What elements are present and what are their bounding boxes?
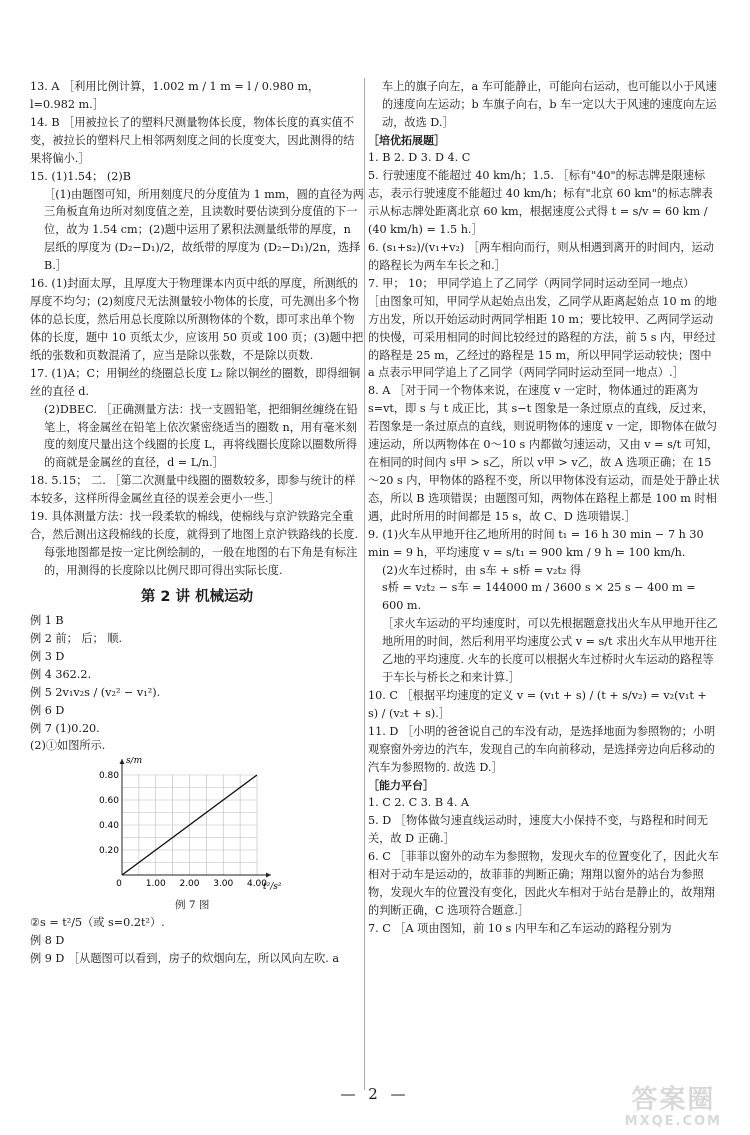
answer-6: 6. (s₁+s₂)/(v₁+v₂) ［两车相向而行，则从相遇到离开的时间内，运动的路程长为两车车长之和.］	[368, 240, 714, 272]
answer-7b: 7. C ［A 项由图知，前 10 s 内甲车和乙车运动的路程分别为	[368, 921, 672, 935]
y-axis-label: s/m	[126, 757, 143, 767]
x-axis-arrow	[266, 873, 271, 878]
y-tick-label: 0.60	[98, 796, 119, 807]
example-9-cont: 车上的旗子向左，a 车可能静止，可能向右运动，也可能以小于风速的速度向左运动；b 车旗子向右，b 车一定以大于风速的速度向左运动，故选 D.］	[382, 80, 717, 129]
answer-16: 16. (1)封面太厚，且厚度大于物理课本内页中纸的厚度，所测纸的厚度不均匀；(2)刻度尺无法测量较小物体的长度，可先测出多个物体的总长度，然后用总长度除以所测物体的个数，即可求出单个物体的长度，题中 10 页纸太少，应该用 50 页或 100 页；(3)题中把纸的张数和页数混淆了，应当是除以张数，不是除以页数.	[30, 277, 364, 362]
example-2: 例 2 前； 后； 顺.	[30, 631, 123, 645]
answer-5: 5. 行驶速度不能超过 40 km/h；1.5. ［标有"40"的标志牌是限速标志，表示行驶速度不能超过 40 km/h；标有"北京 60 km"的标志牌表示从标志牌处距离北京 60 km，根据速度公式得 t = s/v = 60 km / (40 km/h) = 1.5 h.］	[368, 169, 713, 237]
answer-9-explanation: ［求火车运动的平均速度时，可以先根据题意找出火车从甲地开往乙地所用的时间，然后利用平均速度公式 v = s/t 求出火车从甲地开往乙地的平均速度. 火车的长度可以根据火车过桥时火车运动的路程等于车长与桥长之和来计算.］	[382, 617, 718, 685]
section-peiyou: ［培优拓展题］	[368, 133, 445, 147]
example-7-formula: ②s = t²/5（或 s=0.2t²）.	[30, 916, 165, 930]
answer-17-part2: (2)DBEC. ［正确测量方法：找一支圆铅笔，把细铜丝缠绕在铅笔上，将金属丝在铅笔上依次紧密绕适当的圈数 n，用有毫米刻度的刻度尺量出这个线圈的长度 L，再将线圈长度除以圈数所得的商就是金属丝的直径，d = L/n.］	[44, 402, 358, 470]
answer-11: 11. D ［小明的爸爸说自己的车没有动，是选择地面为参照物的；小明观察窗外旁边的汽车，发现自己的车向前移动，是选择旁边向后移动的汽车为参照物的. 故选 D.］	[368, 724, 716, 774]
answer-5b: 5. D ［物体做匀速直线运动时，速度大小保持不变，与路程和时间无关，故 D 正确.］	[368, 814, 709, 846]
example-8: 例 8 D	[30, 934, 65, 948]
answer-15: 15. (1)1.54； (2)B	[30, 169, 131, 183]
y-tick-label: 0.80	[98, 771, 119, 782]
y-tick-label: 0.20	[98, 846, 119, 857]
example-5: 例 5 2v₁v₂s / (v₂² − v₁²).	[30, 685, 161, 699]
watermark-logo	[625, 1086, 722, 1129]
watermark-line2: MXQE.COM	[624, 1113, 722, 1129]
example-1: 例 1 B	[30, 614, 64, 627]
answer-9-1: 9. (1)火车从甲地开往乙地所用的时间 t₁ = 16 h 30 min − 7 h 30 min = 9 h，平均速度 v = s/t₁ = 900 km / 9 h = 100 km/h.	[368, 527, 704, 559]
watermark-line1: 答案圈	[631, 1085, 716, 1116]
answer-8: 8. A ［对于同一个物体来说，在速度 v 一定时，物体通过的距离为 s=vt，即 s 与 t 成正比，其 s−t 图象是一条过原点的直线，反过来，若图象是一条过原点的直线，则说明物体的速度 v 一定，即物体在做匀速运动，所以两物体在 0～10 s 内都做匀速运动，又由 v = s/t 可知，在相同的时间内 s甲 > s乙，所以 v甲 > v乙，故 A 选项正确；在 15～20 s 内，甲物体的路程不变，所以甲物体没有运动，而是处于静止状态，所以 B 选项错误；由题图可知，两物体在路程上都是 100 m 时相遇，此时所用的时间都是 15 s，故 C、D 选项错误.］	[368, 384, 720, 523]
example-6: 例 6 D	[30, 703, 65, 717]
chart-svg	[90, 757, 290, 897]
answer-18: 18. 5.15； 二. ［第二次测量中线圈的圈数较多，即参与统计的样本较多，这样所得金属丝直径的误差会更小一些.］	[30, 474, 356, 506]
x-tick-label: 1.00	[145, 879, 166, 890]
left-column	[30, 78, 364, 968]
x-tick-label: 0	[116, 879, 122, 890]
answer-7: 7. 甲； 10； 甲同学追上了乙同学（两同学同时运动至同一地点） ［由图象可知，甲同学从起始点出发，乙同学从距离起始点 10 m 的地方出发，所以开始运动时两同学相距 10 m；要比较甲、乙两同学运动的快慢，可采用相同的时间比较经过的路程的方法，前 5 s 内，甲经过的路程是 25 m，乙经过的路程是 15 m，所以甲同学运动较快；图中 a 点表示甲同学追上了乙同学（两同学同时运动至同一地点）.］	[368, 276, 717, 380]
answer-15-explanation: ［(1)由题图可知，所用刻度尺的分度值为 1 mm，圆的直径为两三角板直角边所对刻度值之差，且读数时要估读到分度值的下一位，故为 1.54 cm；(2)题中运用了累积法测量纸带的厚度，n 层纸的厚度为 (D₂−D₁)/2，故纸带的厚度为 (D₂−D₁)/2n，选择 B.］	[44, 187, 364, 273]
example-7: 例 7 (1)0.20.	[30, 721, 100, 735]
x-tick-label: 2.00	[179, 879, 200, 890]
page-number: — 2 —	[340, 1085, 410, 1103]
answer-10: 10. C ［根据平均速度的定义 v = (v₁t + s) / (t + s/v₂) = v₂(v₁t + s) / (v₂t + s).］	[368, 689, 707, 720]
y-axis-arrow	[120, 759, 125, 764]
right-column	[368, 78, 720, 938]
answer-19-note: 每张地图都是按一定比例绘制的，一般在地图的右下角是有标注的，用测得的长度除以比例尺即可得出实际长度.	[44, 545, 358, 577]
answer-13: 13. A ［利用比例计算，1.002 m / 1 m = l / 0.980 m，l=0.982 m.］	[30, 80, 320, 111]
section-nengli: ［能力平台］	[368, 778, 434, 792]
example-9: 例 9 D ［从题图可以看到，房子的炊烟向左，所以风向左吹. a	[30, 952, 340, 966]
example-7-chart	[90, 757, 290, 897]
example-7-part2: (2)①如图所示.	[30, 739, 106, 753]
answer-9-calc: s桥 = v₂t₂ − s车 = 144000 m / 3600 s × 25 s − 400 m = 600 m.	[382, 581, 696, 613]
section-title: 第 2 讲 机械运动	[140, 588, 254, 605]
answer-9-2: (2)火车过桥时，由 s车 + s桥 = v₂t₂ 得	[382, 563, 582, 577]
example-4: 例 4 362.2.	[30, 667, 92, 681]
answers-1-4: 1. B 2. D 3. D 4. C	[368, 151, 471, 165]
x-tick-label: 3.00	[213, 879, 234, 890]
x-tick-label: 4.00	[246, 879, 268, 890]
answer-19: 19. 具体测量方法：找一段柔软的棉线，使棉线与京沪铁路完全重合，然后测出这段棉线的长度，就得到了地图上京沪铁路线的长度.	[30, 510, 358, 542]
x-axis-label: t²/s²	[263, 882, 282, 893]
answer-17: 17. (1)A；C；用铜丝的绕圈总长度 L₂ 除以铜丝的圈数，即得细铜丝的直径 d.	[30, 366, 361, 398]
answer-14: 14. B ［用被拉长了的塑料尺测量物体长度，物体长度的真实值不变，被拉长的塑料尺上相邻两刻度之间的长度变大，因此测得的结果将偏小.］	[30, 115, 355, 165]
chart-caption: 例 7 图	[175, 899, 210, 912]
example-3: 例 3 D	[30, 649, 65, 663]
answers-1-4b: 1. C 2. C 3. B 4. A	[368, 796, 470, 810]
column-divider	[364, 78, 365, 1090]
answer-6b: 6. C ［菲菲以窗外的动车为参照物，发现火车的位置变化了，因此火车相对于动车是运动的，故菲菲的判断正确；翔翔以窗外的站台为参照物，发现火车的位置没有变化，因此火车相对于站台是静止的，故翔翔的判断正确，C 选项符合题意.］	[368, 849, 719, 917]
y-tick-label: 0.40	[98, 821, 119, 832]
